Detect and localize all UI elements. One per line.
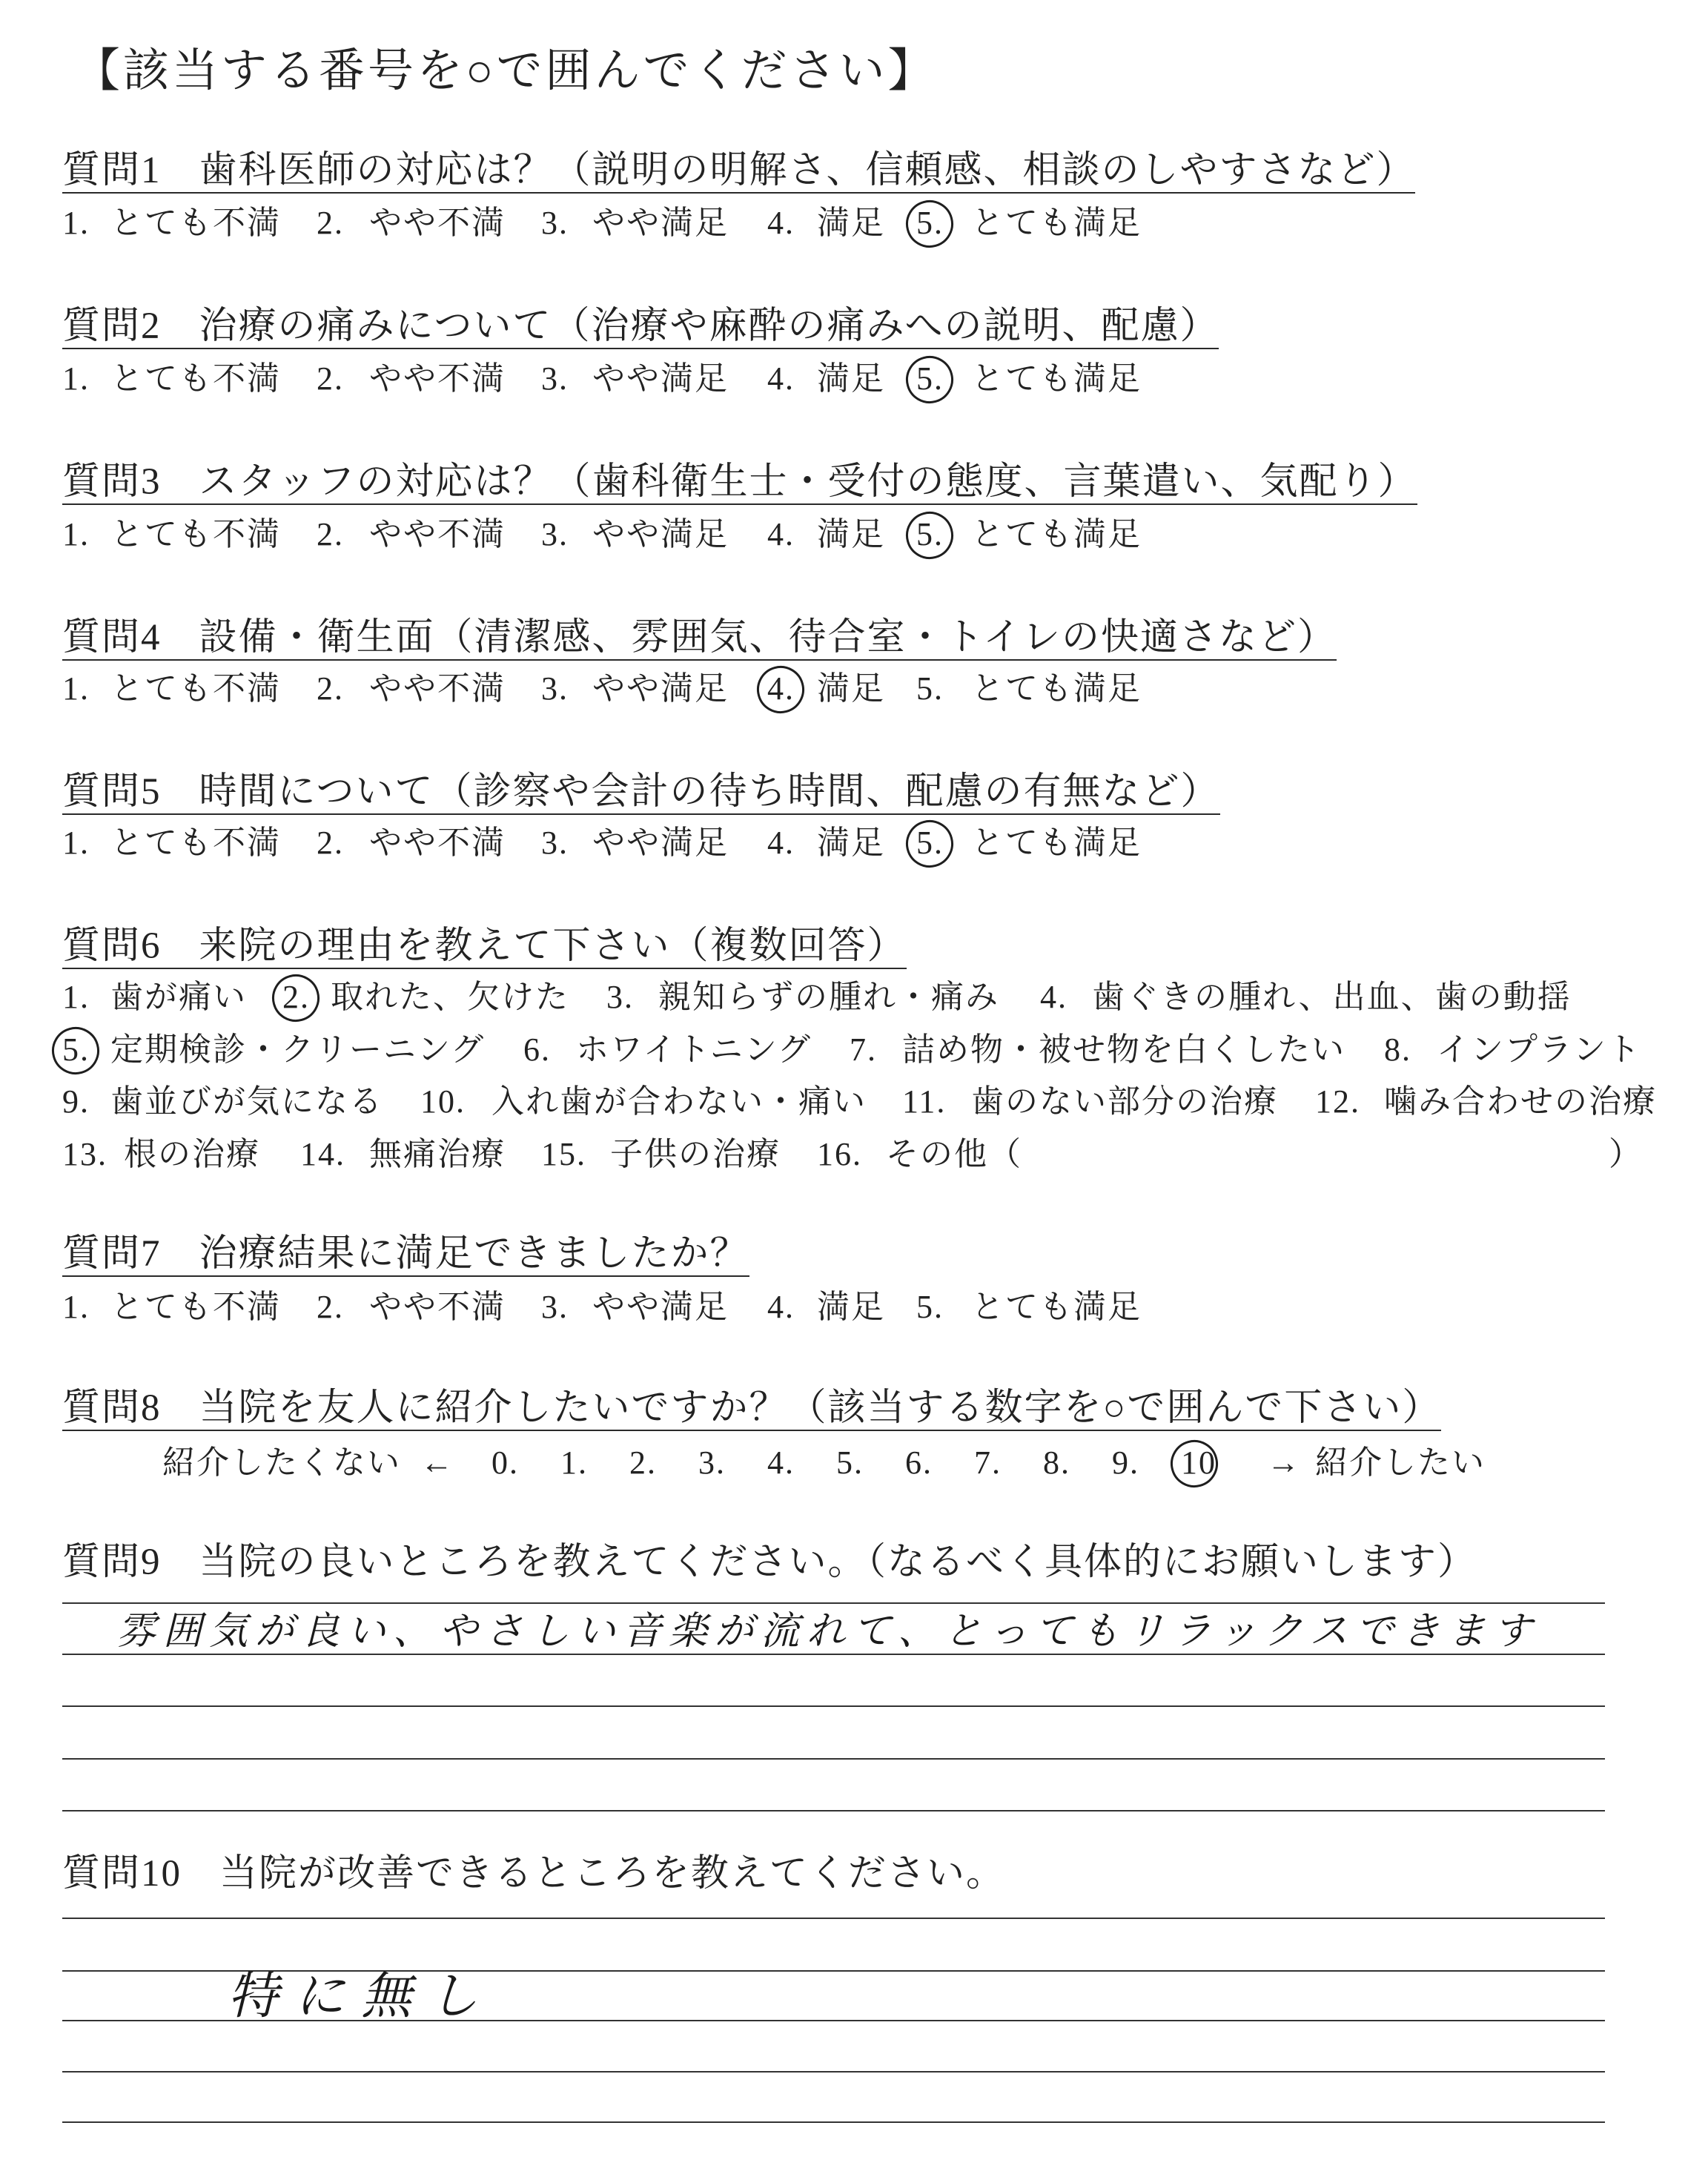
option-number-text: 7. — [974, 1444, 1002, 1481]
question-number: 質問8 — [62, 1387, 162, 1429]
hand-drawn-circle — [901, 195, 959, 253]
option-number-text: 4. — [767, 1289, 795, 1325]
option-number — [916, 514, 944, 555]
option-label: とても不満 — [110, 516, 281, 552]
option-number-text: 3. — [698, 1444, 726, 1481]
option-number-text: 1. — [62, 825, 90, 861]
option-label: ホワイトニング — [576, 1031, 812, 1068]
handwritten-answer: 雰囲気が良い、やさしい音楽が流れて、とってもリラックスできます — [117, 1609, 1540, 1654]
option-number-text: 1. — [62, 670, 90, 707]
option-number — [317, 202, 344, 244]
option-number — [560, 1442, 588, 1484]
option-number-text: 16. — [817, 1136, 862, 1172]
option-number — [62, 1081, 90, 1123]
option-number — [317, 1287, 344, 1328]
option-label: やや不満 — [369, 360, 506, 397]
question-number: 質問10 — [62, 1853, 182, 1895]
option-label: やや満足 — [592, 825, 729, 861]
option-number — [767, 1287, 795, 1328]
option-number-text: 12. — [1315, 1083, 1360, 1120]
option-label: 取れた、欠けた — [331, 979, 569, 1015]
option-label: とても不満 — [110, 360, 281, 397]
option-label: とても満足 — [971, 1289, 1142, 1325]
option-number — [541, 358, 569, 400]
option-number — [1112, 1442, 1139, 1484]
option-label: その他（ — [886, 1136, 1022, 1172]
option-number-text: 0. — [491, 1444, 519, 1481]
option-number-text: 2. — [282, 979, 310, 1015]
option-label: 子供の治療 — [610, 1136, 781, 1172]
option-number — [62, 514, 90, 555]
answer-line — [62, 1918, 1605, 1919]
question-number: 質問7 — [62, 1233, 162, 1275]
option-label: とても不満 — [110, 205, 281, 241]
option-number-text: 2. — [317, 825, 344, 861]
option-number — [629, 1442, 657, 1484]
option-number-text: 8. — [1384, 1031, 1411, 1068]
handwritten-answer: 特に無し — [228, 1967, 495, 2026]
option-number — [541, 668, 569, 710]
hand-drawn-circle — [752, 661, 810, 719]
option-number-text: 1. — [560, 1444, 588, 1481]
option-number — [282, 977, 310, 1018]
option-number-text: 14. — [300, 1136, 345, 1172]
question-text: 来院の理由を教えて下さい（複数回答） — [199, 925, 907, 967]
hand-drawn-circle — [901, 815, 959, 873]
option-number — [541, 822, 569, 864]
option-number-text: 3. — [606, 979, 634, 1015]
option-label: やや満足 — [592, 360, 729, 397]
question-heading — [62, 925, 907, 969]
option-number-text: 5. — [836, 1444, 864, 1481]
question-number: 質問5 — [62, 771, 162, 813]
question-text: 歯科医師の対応は？（説明の明解さ、信頼感、相談のしやすさなど） — [199, 150, 1416, 191]
option-number-text: 8. — [1043, 1444, 1070, 1481]
option-number — [916, 358, 944, 400]
option-number-text: 1. — [62, 205, 90, 241]
option-label: 歯ぐきの腫れ、出血、歯の動揺 — [1092, 979, 1572, 1015]
option-number-text: 5. — [916, 360, 944, 397]
option-number-text: 2. — [317, 1289, 344, 1325]
scale-left-label: 紹介したくない — [162, 1444, 401, 1481]
question-text: 当院が改善できるところを教えてください。 — [219, 1853, 1006, 1895]
option-number-text: 7. — [850, 1031, 877, 1068]
option-number — [541, 1134, 586, 1175]
option-number-text: 3. — [541, 205, 569, 241]
option-number-text: 1. — [62, 516, 90, 552]
option-number — [523, 1029, 551, 1071]
option-number-text: 1. — [62, 360, 90, 397]
option-number — [902, 1081, 946, 1123]
hand-drawn-circle — [901, 506, 959, 564]
option-number — [62, 1029, 90, 1071]
question-heading — [62, 1387, 1441, 1431]
option-label: 満足 — [817, 1289, 885, 1325]
question-text: スタッフの対応は？（歯科衛生士・受付の態度、言葉遣い、気配り） — [199, 461, 1417, 503]
scale-right-label: 紹介したい — [1315, 1444, 1486, 1481]
option-number-text: 2. — [317, 670, 344, 707]
option-number — [767, 202, 795, 244]
question-text: 設備・衛生面（清潔感、雰囲気、待合室・トイレの快適さなど） — [199, 617, 1337, 658]
option-label: 満足 — [817, 205, 885, 241]
option-number-text: 10 — [1181, 1444, 1217, 1481]
option-number-text: 3. — [541, 1289, 569, 1325]
answer-line — [62, 2071, 1605, 2073]
option-label: 歯並びが気になる — [110, 1083, 383, 1120]
option-label: 定期検診・クリーニング — [110, 1031, 486, 1068]
option-number-text: 5. — [916, 205, 944, 241]
option-number-text: 1. — [62, 1289, 90, 1325]
option-number — [317, 668, 344, 710]
option-number-text: 11. — [902, 1083, 947, 1120]
option-number-text: 15. — [541, 1136, 586, 1172]
option-label: 歯が痛い — [110, 979, 247, 1015]
answer-line — [62, 1705, 1605, 1707]
option-number-text: 2. — [629, 1444, 657, 1481]
option-number-text: 4. — [767, 1444, 795, 1481]
option-number-text: 5. — [916, 516, 944, 552]
question-number: 質問3 — [62, 461, 162, 503]
option-number-text: 9. — [62, 1083, 90, 1120]
option-label: 親知らずの腫れ・痛み — [658, 979, 999, 1015]
question-heading — [62, 1541, 1477, 1584]
option-number-text: 2. — [317, 205, 344, 241]
option-number — [916, 1287, 944, 1328]
option-number — [767, 358, 795, 400]
option-label: 満足 — [817, 825, 885, 861]
question-number: 質問2 — [62, 305, 162, 347]
option-label: とても満足 — [971, 360, 1142, 397]
option-number — [317, 358, 344, 400]
option-number-text: 3. — [541, 825, 569, 861]
question-text: 時間について（診察や会計の待ち時間、配慮の有無など） — [199, 771, 1220, 813]
option-number-text: 3. — [541, 516, 569, 552]
option-number — [698, 1442, 726, 1484]
option-number — [62, 668, 90, 710]
option-number-text: 5. — [916, 825, 944, 861]
option-label: とても不満 — [110, 1289, 281, 1325]
option-label: やや満足 — [592, 516, 729, 552]
question-heading — [62, 616, 1337, 661]
question-text: 当院を友人に紹介したいですか？（該当する数字を○で囲んで下さい） — [199, 1387, 1442, 1429]
option-label: 入れ歯が合わない・痛い — [491, 1083, 867, 1120]
option-label: やや満足 — [592, 670, 729, 707]
option-number-text: 5. — [916, 1289, 944, 1325]
answer-line — [62, 1654, 1605, 1655]
scale-left-arrow: ← — [420, 1444, 454, 1481]
option-number — [541, 202, 569, 244]
option-number — [916, 202, 944, 244]
answer-line — [62, 1602, 1605, 1604]
option-label: とても満足 — [971, 825, 1142, 861]
option-number — [850, 1029, 877, 1071]
option-number — [836, 1442, 864, 1484]
option-label: とても満足 — [971, 205, 1142, 241]
question-number: 質問1 — [62, 150, 162, 191]
option-number-text: 4. — [767, 360, 795, 397]
option-label: とても不満 — [110, 670, 281, 707]
option-number-text: 9. — [1112, 1444, 1139, 1481]
option-number — [817, 1134, 862, 1175]
option-number-text: 13. — [62, 1136, 107, 1172]
scale-right-arrow: → — [1267, 1444, 1301, 1481]
option-number-text: 2. — [317, 360, 344, 397]
option-label: 詰め物・被せ物を白くしたい — [902, 1031, 1345, 1068]
option-number — [767, 514, 795, 555]
option-label: やや不満 — [369, 1289, 506, 1325]
option-number-text: 4. — [767, 516, 795, 552]
question-number: 質問6 — [62, 925, 162, 967]
option-number — [62, 1134, 107, 1175]
option-number-text: 1. — [62, 979, 90, 1015]
option-number — [1043, 1442, 1070, 1484]
option-number — [491, 1442, 519, 1484]
option-number — [62, 1287, 90, 1328]
option-number-text: 4. — [767, 825, 795, 861]
option-number — [1181, 1442, 1217, 1484]
hand-drawn-circle — [1165, 1435, 1223, 1493]
option-number — [317, 822, 344, 864]
option-label: 噛み合わせの治療 — [1384, 1083, 1657, 1120]
option-label: 満足 — [817, 360, 885, 397]
option-number-text: 6. — [523, 1031, 551, 1068]
option-number — [974, 1442, 1002, 1484]
option-number — [62, 822, 90, 864]
option-number — [317, 514, 344, 555]
question-heading — [62, 305, 1219, 349]
option-number-text: 4. — [1040, 979, 1068, 1015]
question-heading — [62, 149, 1415, 194]
hand-drawn-circle — [267, 969, 325, 1027]
option-label: インプラント — [1437, 1031, 1641, 1068]
option-number — [62, 358, 90, 400]
option-label: やや満足 — [592, 1289, 729, 1325]
option-number-text: 3. — [541, 670, 569, 707]
option-label: 満足 — [817, 670, 885, 707]
option-number-text: 2. — [317, 516, 344, 552]
option-number-text: 3. — [541, 360, 569, 397]
option-label: やや不満 — [369, 516, 506, 552]
answer-line — [62, 1810, 1605, 1811]
option-number — [767, 822, 795, 864]
other-close-paren: ） — [1609, 1136, 1643, 1172]
option-label: 満足 — [817, 516, 885, 552]
option-label: 無痛治療 — [369, 1136, 506, 1172]
answer-line — [62, 2121, 1605, 2123]
option-label: とても満足 — [971, 516, 1142, 552]
question-number: 質問9 — [62, 1542, 162, 1583]
option-number — [905, 1442, 933, 1484]
option-label: 根の治療 — [124, 1136, 260, 1172]
form-title: 【該当する番号を○で囲んでください】 — [74, 46, 937, 96]
option-number — [916, 668, 944, 710]
option-label: やや不満 — [369, 205, 506, 241]
answer-line — [62, 1758, 1605, 1760]
option-label: やや不満 — [369, 670, 506, 707]
option-number — [420, 1081, 466, 1123]
option-number — [541, 514, 569, 555]
hand-drawn-circle — [901, 351, 959, 409]
option-number-text: 5. — [62, 1031, 90, 1068]
option-number — [1384, 1029, 1411, 1071]
option-number-text: 4. — [767, 205, 795, 241]
option-number-text: 6. — [905, 1444, 933, 1481]
option-number — [1315, 1081, 1360, 1123]
question-number: 質問4 — [62, 617, 162, 658]
option-number-text: 4. — [767, 670, 795, 707]
hand-drawn-circle — [47, 1022, 105, 1080]
option-number-text: 10. — [420, 1083, 466, 1120]
question-heading — [62, 460, 1417, 505]
option-label: やや満足 — [592, 205, 729, 241]
question-text: 治療の痛みについて（治療や麻酔の痛みへの説明、配慮） — [199, 305, 1219, 347]
question-text: 治療結果に満足できましたか？ — [199, 1233, 749, 1275]
option-label: とても不満 — [110, 825, 281, 861]
option-number — [916, 822, 944, 864]
option-number — [1040, 977, 1068, 1018]
option-label: 歯のない部分の治療 — [971, 1083, 1278, 1120]
option-label: やや不満 — [369, 825, 506, 861]
question-heading — [62, 1232, 749, 1277]
question-text: 当院の良いところを教えてください。（なるべく具体的にお願いします） — [199, 1542, 1477, 1583]
option-number — [541, 1287, 569, 1328]
option-number — [62, 977, 90, 1018]
option-label: とても満足 — [971, 670, 1142, 707]
option-number — [300, 1134, 345, 1175]
option-number-text: 5. — [916, 670, 944, 707]
option-number — [62, 202, 90, 244]
option-number — [767, 1442, 795, 1484]
question-heading — [62, 770, 1220, 815]
question-heading — [62, 1852, 1005, 1895]
option-number — [606, 977, 634, 1018]
option-number — [767, 668, 795, 710]
